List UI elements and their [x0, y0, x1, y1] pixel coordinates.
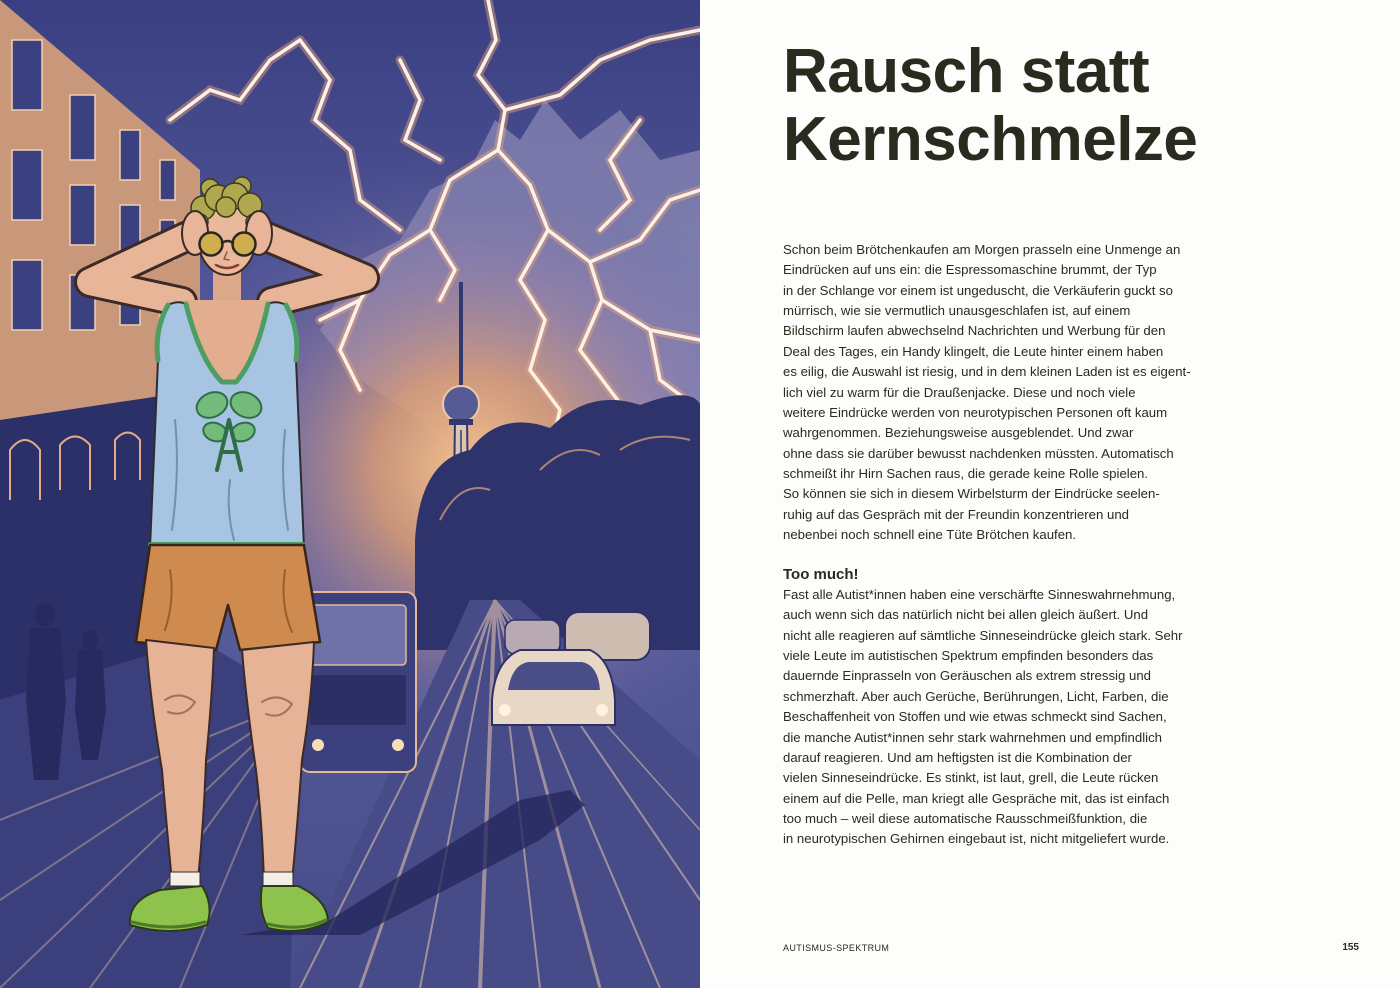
intro-line: weitere Eindrücke werden von neurotypischen Personen oft kaum [783, 404, 1168, 420]
intro-line: Deal des Tages, ein Handy klingelt, die Leute hinter einem haben [783, 343, 1164, 359]
intro-paragraph [783, 240, 1191, 545]
section-line: too much – weil diese automatische Rausschmeißfunktion, die [783, 810, 1148, 826]
intro-line: lich viel zu warm für die Draußenjacke. Diese und noch viele [783, 384, 1136, 400]
intro-line: wahrgenommen. Beziehungsweise ausgeblendet. Und zwar [783, 425, 1134, 441]
intro-line: es eilig, die Auswahl ist riesig, und in dem kleinen Laden ist es eigent- [783, 364, 1191, 380]
section-line: darauf reagieren. Und am heftigsten ist die Kombination der [783, 749, 1132, 765]
section-line: die manche Autist*innen sehr stark wahrnehmen und empfindlich [783, 729, 1162, 745]
section-line: schmerzhaft. Aber auch Gerüche, Berührungen, Licht, Farben, die [783, 688, 1169, 704]
section-line: auch wenn sich das natürlich nicht bei allen gleich äußert. Und [783, 607, 1149, 623]
title-line: Rausch statt [783, 37, 1150, 106]
intro-line: ruhig auf das Gespräch mit der Freundin konzentrieren und [783, 506, 1129, 522]
section-line: Beschaffenheit von Stoffen und wie etwas schmeckt sind Sachen, [783, 709, 1167, 725]
section-line: viele Leute im autistischen Spektrum empfinden besonders das [783, 648, 1154, 664]
page-title [783, 38, 1197, 174]
intro-line: Eindrücken auf uns ein: die Espressomaschine brummt, der Typ [783, 262, 1157, 278]
intro-line: schmeißt ihr Hirn Sachen raus, die gerade keine Rolle spielen. [783, 465, 1149, 481]
section-line: Fast alle Autist*innen haben eine verschärfte Sinneswahrnehmung, [783, 587, 1176, 602]
left-sock [170, 872, 200, 886]
intro-line: mürrisch, wie sie vermutlich unausgeschlafen ist, auf einem [783, 303, 1131, 319]
section-line: vielen Sinneseindrücke. Es stinkt, ist laut, grell, die Leute rücken [783, 770, 1159, 786]
right-sock [263, 872, 293, 886]
intro-line: nebenbei noch schnell eine Tüte Brötchen kaufen. [783, 527, 1077, 543]
section-line: einem auf die Pelle, man kriegt alle Gespräche mit, das ist einfach [783, 790, 1170, 806]
intro-line: in der Schlange vor einem ist ungeduscht, die Verkäuferin guckt so [783, 282, 1173, 298]
intro-line: Bildschirm laufen abwechselnd Nachrichten und Werbung für den [783, 323, 1166, 339]
section-paragraph [783, 585, 1183, 850]
section-line: in neurotypischen Gehirnen eingebaut ist, nicht mitgeliefert wurde. [783, 831, 1170, 847]
intro-line: Schon beim Brötchenkaufen am Morgen prasseln eine Unmenge an [783, 242, 1181, 257]
page-number: 155 [1342, 942, 1359, 953]
section-line: nicht alle reagieren auf sämtliche Sinneseindrücke gleich stark. Sehr [783, 627, 1183, 643]
intro-line: ohne dass sie darüber bewusst nachdenken müssten. Automatisch [783, 445, 1174, 461]
text-page [700, 0, 1400, 988]
section-line: dauernde Einprasseln von Geräuschen als extrem stressig und [783, 668, 1151, 684]
section-heading: Too much! [783, 566, 859, 583]
title-line: Kernschmelze [783, 105, 1198, 174]
running-head: AUTISMUS-SPEKTRUM [783, 943, 890, 953]
intro-line: So können sie sich in diesem Wirbelsturm der Eindrücke seelen- [783, 486, 1160, 502]
